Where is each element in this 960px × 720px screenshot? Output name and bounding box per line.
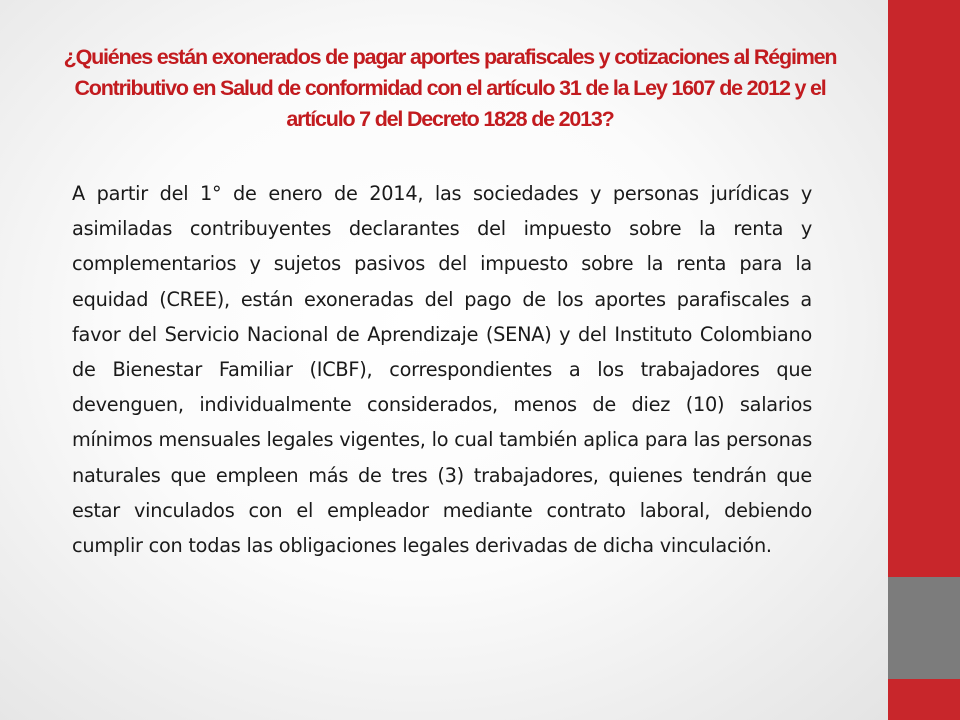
side-bar-red-band-bottom xyxy=(888,679,960,720)
slide-title: ¿Quiénes están exonerados de pagar aportes parafiscales y cotizaciones al Régimen Contributivo en Salud de conformidad con el artículo 31 de la Ley 1607 de 2012 y el artículo 7 del Decreto 1828 de 2013? xyxy=(63,45,837,131)
slide-body-text: A partir del 1° de enero de 2014, las sociedades y personas jurídicas y asimiladas contribuyentes declarantes del impuesto sobre la renta y complementarios y sujetos pasivos del impuesto sobre la renta para la equidad (CREE), están exoneradas del pago de los aportes parafiscales a favor del Servicio Nacional de Aprendizaje (SENA) y del Instituto Colombiano de Bienestar Familiar (ICBF), correspondientes a los trabajadores que devenguen, individualmente considerados, menos de diez (10) salarios mínimos mensuales legales vigentes, lo cual también aplica para las personas naturales que empleen más de tres (3) trabajadores, quienes tendrán que estar vinculados con el empleador mediante contrato laboral, debiendo cumplir con todas las obligaciones legales derivadas de dicha vinculación. xyxy=(72,182,812,558)
decorative-side-bar xyxy=(888,0,960,720)
side-bar-gray-band xyxy=(888,577,960,679)
side-bar-red-band-top xyxy=(888,0,960,577)
